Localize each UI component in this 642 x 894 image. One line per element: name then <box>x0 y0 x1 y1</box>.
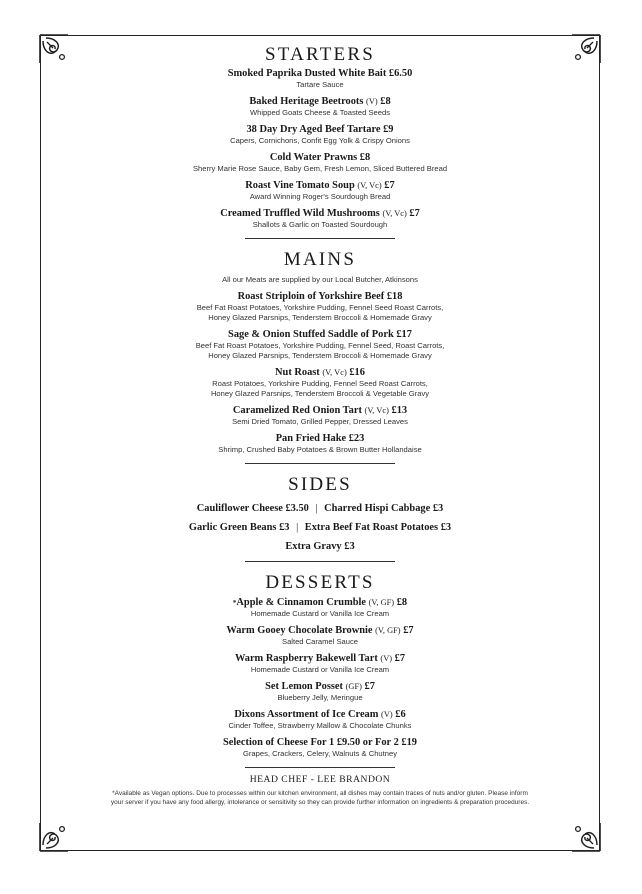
item-name: Smoked Paprika Dusted White Bait <box>227 68 387 79</box>
item-price: £7 <box>409 208 420 219</box>
side-price: £3.50 <box>285 503 309 514</box>
menu-item <box>60 709 580 731</box>
dietary-tag: (V, GF) <box>368 598 395 607</box>
dietary-tag: (V) <box>380 654 393 663</box>
menu-item <box>60 681 580 703</box>
item-price: £23 <box>348 433 365 444</box>
side-name: Charred Hispi Cabbage <box>324 503 431 514</box>
side-price: £3 <box>432 503 444 514</box>
menu-item <box>60 180 580 202</box>
item-description: Honey Glazed Parsnips, Tenderstem Broccoli & Vegetable Gravy <box>210 389 430 398</box>
section-title-sides: SIDES <box>288 474 352 495</box>
dietary-tag: (V, GF) <box>375 626 401 635</box>
item-price: £6 <box>395 709 406 720</box>
section-divider <box>245 767 395 768</box>
item-description: Beef Fat Roast Potatoes, Yorkshire Pudding, Fennel Seed Roast Carrots, <box>196 303 444 312</box>
sides-row <box>60 522 580 534</box>
item-name: Dixons Assortment of Ice Cream <box>234 709 379 720</box>
allergen-note-line: *Available as Vegan options. Due to processes within our kitchen environment, all dishes may contain traces of nuts and/or gluten. Please inform <box>112 790 528 797</box>
item-price: £18 <box>386 291 403 302</box>
item-name: Apple & Cinnamon Crumble <box>236 597 367 608</box>
item-price: £8 <box>380 96 391 107</box>
item-name: Warm Raspberry Bakewell Tart <box>234 653 378 664</box>
side-name: Extra Gravy <box>285 541 342 552</box>
item-name: Roast Vine Tomato Soup <box>245 180 355 191</box>
item-price: £16 <box>349 367 365 378</box>
mains-intro: All our Meats are supplied by our Local Butcher, Atkinsons <box>222 275 418 284</box>
item-name: Warm Gooey Chocolate Brownie <box>226 625 373 636</box>
item-name: Pan Fried Hake <box>275 433 347 444</box>
item-price: £17 <box>396 329 412 340</box>
item-description: Whipped Goats Cheese & Toasted Seeds <box>249 108 390 117</box>
side-name: Garlic Green Beans <box>188 522 277 533</box>
item-description: Award Winning Roger's Sourdough Bread <box>249 192 391 201</box>
item-name: Baked Heritage Beetroots <box>249 96 364 107</box>
item-name: Cold Water Prawns <box>269 152 358 163</box>
menu-item <box>60 367 580 399</box>
dietary-tag: (V) <box>381 710 393 719</box>
dietary-tag: (GF) <box>345 682 362 691</box>
vegan-asterisk: * <box>232 599 237 607</box>
item-description: Semi Dried Tomato, Grilled Pepper, Dressed Leaves <box>232 417 408 426</box>
section-divider <box>245 561 395 562</box>
item-price: £7 <box>394 653 406 664</box>
item-description: Sherry Marie Rose Sauce, Baby Gem, Fresh Lemon, Sliced Buttered Bread <box>192 164 448 173</box>
item-price: £13 <box>391 405 408 416</box>
item-description: Cinder Toffee, Strawberry Mallow & Chocolate Chunks <box>228 721 412 730</box>
side-price: £3 <box>344 541 355 552</box>
item-description: Honey Glazed Parsnips, Tenderstem Broccoli & Homemade Gravy <box>208 351 432 360</box>
item-name: Caramelized Red Onion Tart <box>232 405 362 416</box>
item-name: Set Lemon Posset <box>265 681 343 692</box>
menu-item <box>60 68 580 90</box>
menu-item <box>60 152 580 174</box>
menu-item <box>60 291 580 323</box>
item-description: Grapes, Crackers, Celery, Walnuts & Chutney <box>242 749 398 758</box>
dietary-tag: (V, Vc) <box>364 406 389 415</box>
scroll-ornament-icon <box>569 820 603 854</box>
menu-item <box>60 653 580 675</box>
dietary-tag: (V, Vc) <box>382 209 407 218</box>
side-name: Cauliflower Cheese <box>196 503 283 514</box>
allergen-note-line: your server if you have any food allergy, intolerance or sensitivity so they can provide further information on ingredients & preparation procedures. <box>110 798 530 806</box>
item-name: Selection of Cheese For 1 £9.50 or For 2 £19 <box>223 737 417 748</box>
item-description: Beef Fat Roast Potatoes, Yorkshire Pudding, Fennel Seed, Roast Carrots, <box>195 341 445 350</box>
menu-item <box>60 625 580 647</box>
menu-item <box>60 124 580 146</box>
side-price: £3 <box>440 522 452 533</box>
item-price: £6.50 <box>388 68 413 79</box>
item-name: Roast Striploin of Yorkshire Beef <box>237 291 385 302</box>
menu-item <box>60 96 580 118</box>
sides-row <box>60 503 580 515</box>
dietary-tag: (V, Vc) <box>322 368 347 377</box>
item-description: Roast Potatoes, Yorkshire Pudding, Fennel Seed Roast Carrots, <box>212 379 428 388</box>
scroll-ornament-icon <box>37 820 71 854</box>
item-description: Homemade Custard or Vanilla Ice Cream <box>250 665 390 674</box>
menu-item <box>60 737 580 759</box>
separator: | <box>315 503 318 514</box>
sides-row <box>60 541 580 553</box>
section-divider <box>245 238 395 239</box>
item-price: £7 <box>403 625 414 636</box>
item-description: Honey Glazed Parsnips, Tenderstem Broccoli & Homemade Gravy <box>208 313 432 322</box>
item-description: Tartare Sauce <box>296 80 344 89</box>
allergen-note <box>60 790 580 807</box>
menu-content <box>60 44 580 807</box>
menu-item <box>60 433 580 455</box>
menu-item <box>60 405 580 427</box>
item-description: Shallots & Garlic on Toasted Sourdough <box>252 220 388 229</box>
dietary-tag: (V, Vc) <box>357 181 382 190</box>
item-description: Shrimp, Crushed Baby Potatoes & Brown Butter Hollandaise <box>218 445 422 454</box>
menu-item <box>60 208 580 230</box>
dietary-tag: (V) <box>366 97 378 106</box>
item-name: 38 Day Dry Aged Beef Tartare <box>246 124 381 135</box>
section-title-mains: MAINS <box>283 249 357 270</box>
menu-item <box>60 597 580 619</box>
separator: | <box>296 522 299 533</box>
section-divider <box>245 463 395 464</box>
item-description: Salted Caramel Sauce <box>282 637 358 646</box>
head-chef: HEAD CHEF - LEE BRANDON <box>249 774 391 785</box>
side-name: Extra Beef Fat Roast Potatoes <box>304 522 439 533</box>
item-price: £8 <box>359 152 371 163</box>
section-title-desserts: DESSERTS <box>265 572 375 593</box>
section-title-starters: STARTERS <box>265 44 375 65</box>
item-name: Creamed Truffled Wild Mushrooms <box>220 208 380 219</box>
menu-item <box>60 329 580 361</box>
item-name: Sage & Onion Stuffed Saddle of Pork <box>228 329 394 340</box>
item-name: Nut Roast <box>275 367 320 378</box>
item-description: Capers, Cornichons, Confit Egg Yolk & Crispy Onions <box>230 136 410 145</box>
item-price: £7 <box>364 681 375 692</box>
item-price: £9 <box>383 124 394 135</box>
item-description: Blueberry Jelly, Meringue <box>277 693 363 702</box>
item-price: £8 <box>396 597 408 608</box>
item-description: Homemade Custard or Vanilla Ice Cream <box>250 609 390 618</box>
item-price: £7 <box>384 180 395 191</box>
side-price: £3 <box>279 522 290 533</box>
